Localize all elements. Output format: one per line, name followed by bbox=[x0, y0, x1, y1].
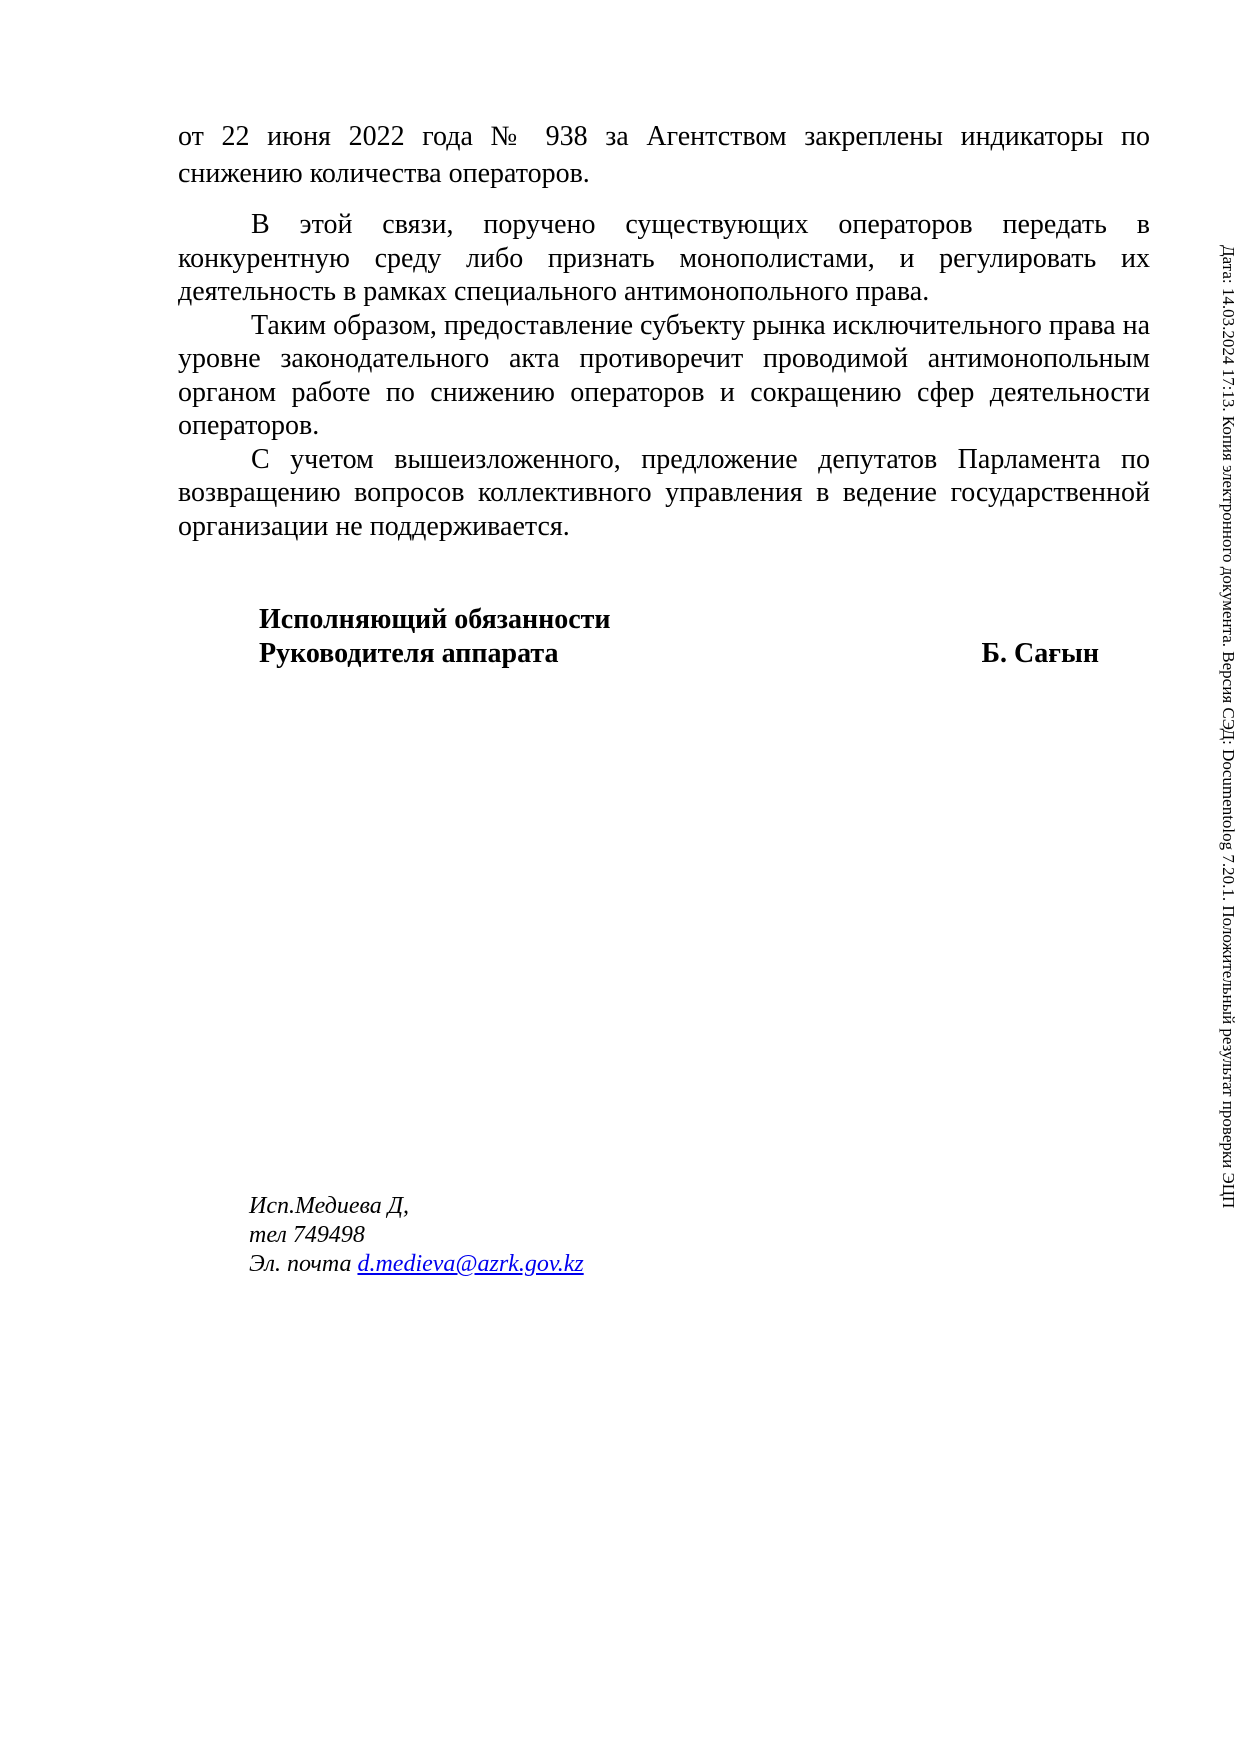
signature-row bbox=[259, 637, 1099, 671]
executor-email-row bbox=[249, 1250, 584, 1279]
signer-position-line-2: Руководителя аппарата bbox=[259, 638, 559, 669]
signer-name: Б. Сағын bbox=[981, 638, 1099, 669]
body-paragraph-1: от 22 июня 2022 года № 938 за Агентством закреплены индикаторы по снижению количества операторов. bbox=[178, 121, 1150, 189]
body-paragraph-4: С учетом вышеизложенного, предложение депутатов Парламента по возвращению вопросов коллективного управления в ведение государственной организации не поддерживается. bbox=[178, 443, 1150, 542]
body-paragraph-2: В этой связи, поручено существующих операторов передать в конкурентную среду либо признать монополистами, и регулировать их деятельность в рамках специального антимонопольного права. bbox=[178, 209, 1150, 307]
signature-block bbox=[259, 603, 1099, 671]
executor-email-link[interactable]: d.medieva@azrk.gov.kz bbox=[357, 1251, 584, 1277]
body-paragraph-3: Таким образом, предоставление субъекту рынка исключительного права на уровне законодательного акта противоречит проводимой антимонопольным органом работе по снижению операторов и сокращению сфер деятельности операторов. bbox=[178, 309, 1150, 441]
letter-body bbox=[178, 118, 1150, 543]
executor-email-label: Эл. почта bbox=[249, 1251, 352, 1277]
executor-block bbox=[249, 1192, 584, 1279]
executor-name: Исп.Медиева Д, bbox=[249, 1193, 410, 1219]
executor-phone: тел 749498 bbox=[249, 1222, 365, 1248]
electronic-signature-stamp: Дата: 14.03.2024 17:13. Копия электронного документа. Версия СЭД: Documentolog 7.20.1. Положительный результат проверки ЭЦП bbox=[1219, 245, 1238, 1209]
signer-position-line-1: Исполняющий обязанности bbox=[259, 604, 611, 635]
